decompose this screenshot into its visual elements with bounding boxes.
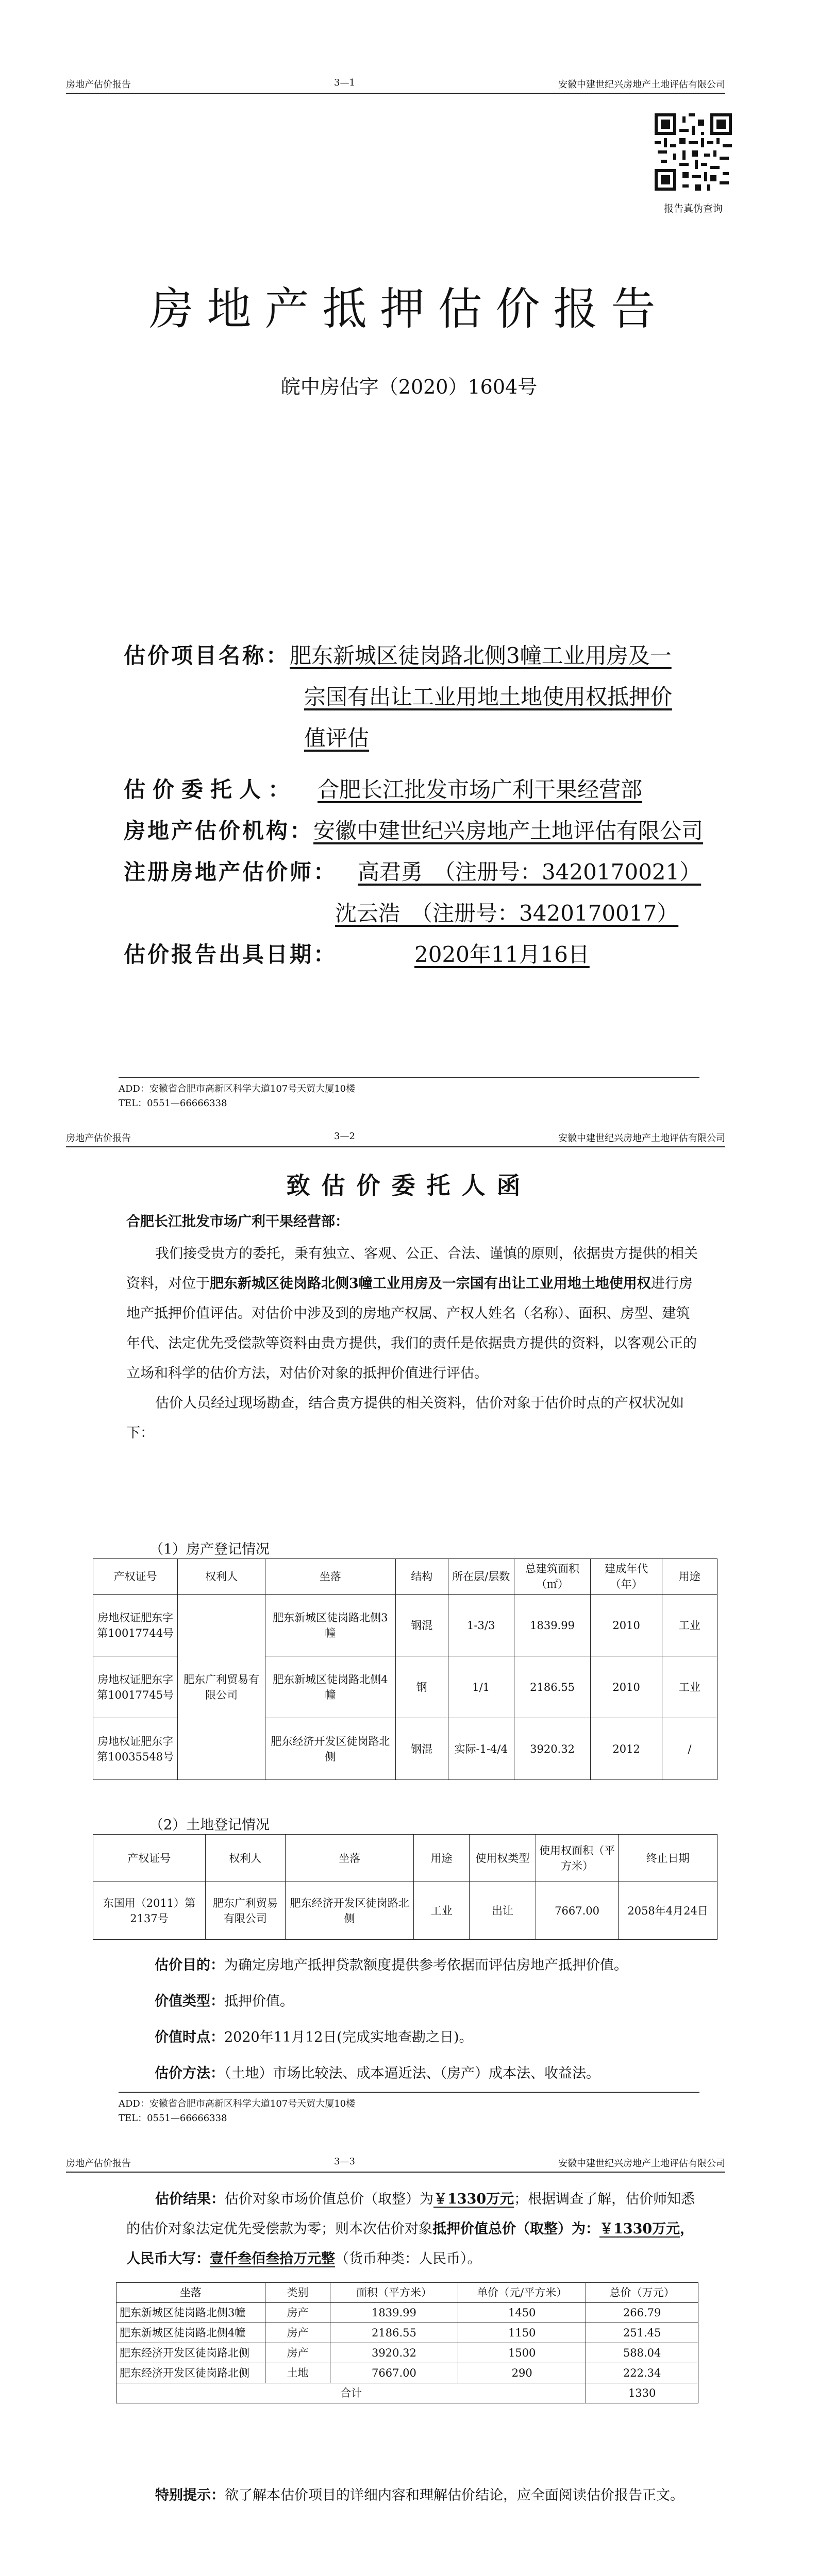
- salutation: 合肥长江批发市场广利干果经营部：: [126, 1214, 349, 1230]
- table-total-row: 合计 1330: [116, 2383, 698, 2403]
- field-org: [124, 814, 703, 848]
- house-registration-table: [93, 1558, 717, 1780]
- org-value: 安徽中建世纪兴房地产土地评估有限公司: [313, 818, 704, 843]
- letter-page: [0, 1131, 818, 2208]
- footer-divider: [119, 1077, 699, 1078]
- field-project-cont: [304, 680, 672, 714]
- project-line1: 肥东新城区徒岗路北侧3幢工业用房及一: [290, 643, 672, 668]
- house-subtitle: （1）房产登记情况: [149, 1541, 270, 1557]
- method-line: 估价方法：（土地）市场比较法、成本逼近法、（房产）成本法、收益法。: [155, 2065, 600, 2081]
- header-company: 安徽中建世纪兴房地产土地评估有限公司: [558, 1133, 725, 1144]
- table-row: 肥东新城区徒岗路北侧3幢 房产 1839.99 1450 266.79: [116, 2303, 698, 2323]
- table-row: 房地权证肥东字第10017744号 肥东广利贸易有限公司 肥东新城区徒岗路北侧3幢 钢混 1-3/3 1839.99 2010 工业: [93, 1595, 717, 1656]
- result-text: 估价结果：估价对象市场价值总价（取整）为￥1330万元；根据调查了解，估价师知悉的估价对象法定优先受偿款为零；则本次估价对象抵押价值总价（取整）为：￥1330万元，人民币大写：壹仟叁佰叁拾万元整（货币种类：人民币）。: [126, 2191, 695, 2267]
- header-left: 房地产估价报告: [66, 2158, 131, 2169]
- paragraph-1: 我们接受贵方的委托，秉有独立、客观、公正、合法、谨慎的原则，依据贵方提供的相关资料，对位于肥东新城区徒岗路北侧3幢工业用房及一宗国有出让工业用地土地使用权进行房地产抵押价值评估。对估价中涉及到的房地产权属、产权人姓名（名称）、面积、房型、建筑年代、法定优先受偿款等资料由贵方提供，我们的责任是依据贵方提供的资料，以客观公正的立场和科学的估价方法，对估价对象的抵押价值进行评估。: [126, 1246, 698, 1381]
- table-header-row: 产权证号 权利人 坐落 结构 所在层/层数 总建筑面积（㎡） 建成年代（年） 用途: [93, 1559, 717, 1595]
- page-header: [66, 2156, 725, 2173]
- header-page-number: 3—2: [334, 1131, 355, 1142]
- date-value: 2020年11月16日: [414, 942, 590, 967]
- table-header-row: 坐落 类别 面积（平方米） 单价（元/平方米） 总价（万元）: [116, 2283, 698, 2303]
- page-footer: [119, 1077, 699, 1111]
- paragraph-2: 估价人员经过现场勘查，结合贵方提供的相关资料，估价对象于估价时点的产权状况如下：: [126, 1395, 684, 1441]
- project-label: 估价项目名称：: [124, 643, 290, 668]
- result-table: [116, 2282, 698, 2403]
- letter-body: [126, 1239, 701, 1448]
- footer-tel: TEL：0551—66666338: [119, 2113, 227, 2124]
- field-project: [124, 639, 711, 673]
- report-title: 房地产抵押估价报告: [149, 283, 669, 335]
- header-left: 房地产估价报告: [66, 1133, 131, 1144]
- page-header: [66, 1131, 725, 1147]
- footer-address: ADD：安徽省合肥市高新区科学大道107号天贸大厦10楼: [119, 1083, 356, 1094]
- land-registration-table: [93, 1834, 717, 1940]
- report-cover-page: [0, 0, 818, 1109]
- table-row: 房地权证肥东字第10035548号 肥东经济开发区徒岗路北侧 钢混 实际-1-4/4 3920.32 2012 /: [93, 1718, 717, 1780]
- header-page-number: 3—1: [334, 77, 355, 88]
- project-line3: 值评估: [304, 725, 370, 751]
- table-header-row: 产权证号 权利人 坐落 用途 使用权类型 使用权面积（平方米） 终止日期: [93, 1835, 717, 1882]
- letter-title: 致估价委托人函: [286, 1172, 532, 1199]
- result-page: [0, 2156, 818, 2576]
- qr-caption: 报告真伪查询: [663, 203, 723, 214]
- table-row: 肥东新城区徒岗路北侧4幢 房产 2186.55 1150 251.45: [116, 2323, 698, 2343]
- org-label: 房地产估价机构：: [124, 818, 314, 843]
- project-line2: 宗国有出让工业用地土地使用权抵押价: [304, 684, 673, 709]
- table-row: 房地权证肥东字第10017745号 肥东新城区徒岗路北侧4幢 钢 1/1 2186.55 2010 工业: [93, 1656, 717, 1718]
- appraiser-1: 高君勇 （注册号：3420170021）: [358, 859, 702, 885]
- table-row: 肥东经济开发区徒岗路北侧 房产 3920.32 1500 588.04: [116, 2343, 698, 2363]
- value-type-line: 价值类型：抵押价值。: [155, 1993, 294, 2009]
- client-label: 估价委托人：: [124, 777, 297, 802]
- result-paragraph: [126, 2184, 701, 2274]
- field-appraiser: [124, 855, 701, 889]
- purpose-line: 估价目的：为确定房地产抵押贷款额度提供参考依据而评估房地产抵押价值。: [155, 1957, 628, 1973]
- page-header: [66, 77, 725, 94]
- field-appraiser-2: [335, 896, 678, 930]
- special-note: 特别提示：欲了解本估价项目的详细内容和理解估价结论，应全面阅读估价报告正文。: [155, 2487, 684, 2503]
- header-page-number: 3—3: [334, 2156, 355, 2167]
- client-value: 合肥长江批发市场广利干果经营部: [318, 777, 643, 802]
- field-date: [124, 938, 590, 972]
- land-subtitle: （2）土地登记情况: [149, 1817, 270, 1833]
- footer-tel: TEL：0551—66666338: [119, 1098, 227, 1109]
- table-row: 东国用（2011）第2137号 肥东广利贸易有限公司 肥东经济开发区徒岗路北侧 工业 出让 7667.00 2058年4月24日: [93, 1882, 717, 1940]
- field-project-cont2: [304, 721, 369, 755]
- doc-number: 皖中房估字（2020）1604号: [280, 376, 538, 398]
- date-label: 估价报告出具日期：: [124, 942, 338, 967]
- header-company: 安徽中建世纪兴房地产土地评估有限公司: [558, 79, 725, 90]
- footer-divider: [119, 2092, 699, 2093]
- page-footer: [119, 2092, 699, 2126]
- qr-code-icon[interactable]: [655, 113, 732, 191]
- table-row: 肥东经济开发区徒岗路北侧 土地 7667.00 290 222.34: [116, 2363, 698, 2383]
- header-left: 房地产估价报告: [66, 79, 131, 90]
- footer-address: ADD：安徽省合肥市高新区科学大道107号天贸大厦10楼: [119, 2098, 356, 2109]
- value-date-line: 价值时点：2020年11月12日(完成实地查勘之日)。: [155, 2029, 473, 2045]
- field-client: [124, 773, 642, 807]
- appraiser-2: 沈云浩 （注册号：3420170017）: [335, 901, 679, 926]
- header-company: 安徽中建世纪兴房地产土地评估有限公司: [558, 2158, 725, 2169]
- appraiser-label: 注册房地产估价师：: [124, 859, 338, 885]
